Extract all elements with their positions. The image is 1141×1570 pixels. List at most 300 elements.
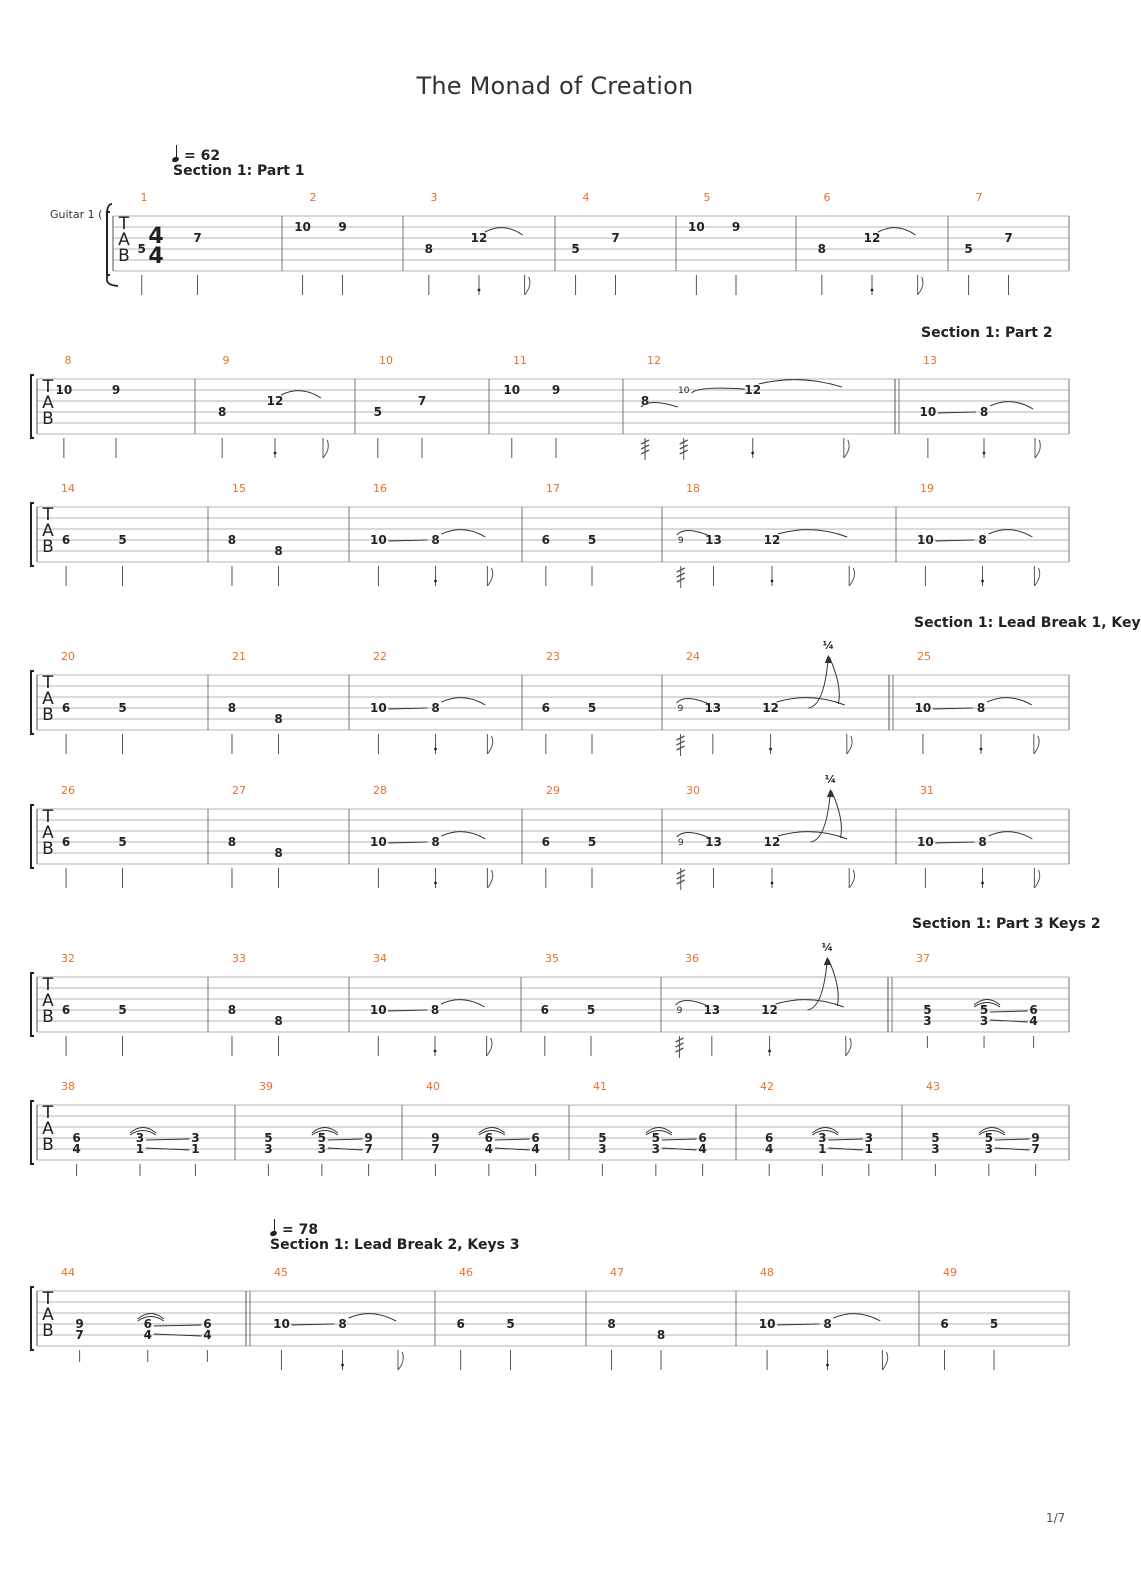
fret-number: 12 <box>762 701 779 715</box>
system-bracket <box>31 1287 34 1350</box>
tempo-label-1: = 62 <box>184 148 221 164</box>
rhythm-dot <box>341 1364 344 1367</box>
fret-number: 6 <box>456 1317 465 1331</box>
fret-number: 8 <box>431 533 440 547</box>
rhythm-dot <box>871 289 874 292</box>
fret-number: 7 <box>1004 231 1013 245</box>
fret-number: 3 <box>931 1142 940 1156</box>
fret-number: 9 <box>338 220 347 234</box>
section-label-3: Section 1: Lead Break 1, Key <box>914 615 1141 631</box>
eighth-flag <box>882 1352 887 1370</box>
fret-number: 6 <box>61 533 71 547</box>
tie-arc <box>989 832 1033 839</box>
measure-number: 17 <box>546 482 560 495</box>
fret-number: 5 <box>373 405 382 419</box>
measure-number: 49 <box>943 1266 957 1279</box>
eighth-flag <box>1035 440 1040 458</box>
measure-number: 29 <box>546 784 560 797</box>
fret-number: 8 <box>274 1014 283 1028</box>
rhythm-dot <box>434 1050 437 1053</box>
fret-number: 9 <box>364 1131 373 1145</box>
fret-number: 10 <box>370 835 387 849</box>
tie-arc <box>834 1314 881 1321</box>
fret-number: 9 <box>75 1317 84 1331</box>
measure-number: 44 <box>61 1266 75 1279</box>
fret-number: 5 <box>586 1003 596 1017</box>
section-label-5: Section 1: Lead Break 2, Keys 3 <box>270 1237 520 1253</box>
rhythm-dot <box>434 748 437 751</box>
measure-number: 47 <box>610 1266 624 1279</box>
measure-number: 33 <box>232 952 246 965</box>
fret-number: 8 <box>979 405 989 419</box>
eighth-flag <box>1034 568 1039 586</box>
tab-letter: T <box>42 1103 54 1123</box>
tie-arc <box>778 832 847 839</box>
measure-number: 46 <box>459 1266 473 1279</box>
fret-number: 10 <box>917 533 934 547</box>
tab-letter: A <box>42 393 54 413</box>
fret-number: 5 <box>264 1131 273 1145</box>
measure-number: 8 <box>64 354 72 367</box>
measure-number: 43 <box>926 1080 940 1093</box>
fret-number: 3 <box>923 1014 932 1028</box>
measure-number: 41 <box>593 1080 607 1093</box>
fret-number: 3 <box>317 1142 327 1156</box>
fret-number: 6 <box>940 1317 949 1331</box>
fret-number: 12 <box>763 533 781 547</box>
slide-line <box>995 1139 1030 1140</box>
fret-number: 5 <box>587 701 597 715</box>
fret-number: 6 <box>61 1003 71 1017</box>
fret-number: 5 <box>923 1003 932 1017</box>
measure-number: 11 <box>513 354 527 367</box>
fret-number: 8 <box>424 242 434 256</box>
grace-note: 9 <box>677 536 684 546</box>
rhythm-dot <box>478 289 481 292</box>
grace-note: 9 <box>676 1006 683 1016</box>
system-bracket <box>31 973 34 1036</box>
fret-number: 12 <box>470 231 488 245</box>
system-bracket <box>31 1101 34 1164</box>
slide-curve <box>692 388 745 393</box>
eighth-flag <box>1034 736 1039 754</box>
fret-number: 9 <box>551 383 561 397</box>
measure-number: 14 <box>61 482 75 495</box>
tab-letter: A <box>42 991 54 1011</box>
fret-number: 6 <box>540 1003 549 1017</box>
fret-number: 8 <box>274 544 283 558</box>
section-label-2: Section 1: Part 2 <box>921 325 1053 341</box>
measure-number: 30 <box>686 784 700 797</box>
fret-number: 6 <box>61 701 71 715</box>
measure-number: 39 <box>259 1080 273 1093</box>
rhythm-dot <box>274 452 277 455</box>
rhythm-dot <box>826 1364 829 1367</box>
fret-number: 12 <box>863 231 881 245</box>
fret-number: 13 <box>705 835 722 849</box>
measure-number: 32 <box>61 952 75 965</box>
fret-number: 5 <box>118 533 127 547</box>
measure-number: 10 <box>379 354 393 367</box>
fret-number: 8 <box>430 1003 440 1017</box>
measure-number: 42 <box>760 1080 774 1093</box>
eighth-flag <box>1034 870 1039 888</box>
fret-number: 10 <box>273 1317 290 1331</box>
tab-letter: B <box>42 839 54 859</box>
measure-number: 18 <box>686 482 700 495</box>
slide-line <box>495 1139 530 1140</box>
tab-letter: A <box>42 689 54 709</box>
rhythm-dot <box>981 882 984 885</box>
fret-number: 3 <box>135 1131 145 1145</box>
fret-number: 3 <box>979 1014 989 1028</box>
fret-number: 3 <box>864 1131 873 1145</box>
system-bracket <box>31 375 34 438</box>
tab-letter: B <box>42 409 54 429</box>
rhythm-dot <box>768 1050 771 1053</box>
eighth-flag <box>847 736 852 754</box>
measure-number: 28 <box>373 784 387 797</box>
fret-number: 7 <box>431 1142 440 1156</box>
fret-number: 8 <box>656 1328 666 1342</box>
slide-line <box>828 1139 862 1140</box>
fret-number: 6 <box>765 1131 774 1145</box>
system-bracket <box>31 671 34 734</box>
measure-number: 4 <box>582 191 590 204</box>
bend-amount: ¼ <box>824 773 837 786</box>
fret-number: 4 <box>484 1142 494 1156</box>
fret-number: 6 <box>541 701 550 715</box>
tab-letter: B <box>42 1135 54 1155</box>
tab-letter: B <box>42 1007 54 1027</box>
tie-arc <box>485 228 523 235</box>
fret-number: 7 <box>417 394 427 408</box>
fret-number: 4 <box>765 1142 774 1156</box>
fret-number: 5 <box>989 1317 999 1331</box>
slur-arc <box>677 531 708 536</box>
fret-number: 9 <box>731 220 741 234</box>
fret-number: 8 <box>817 242 827 256</box>
measure-number: 48 <box>760 1266 774 1279</box>
measure-number: 21 <box>232 650 246 663</box>
tie-arc <box>349 1314 397 1321</box>
slide-line <box>146 1139 189 1140</box>
measure-number: 45 <box>274 1266 288 1279</box>
measure-number: 25 <box>917 650 931 663</box>
slur-arc <box>677 833 708 838</box>
fret-number: 6 <box>61 835 71 849</box>
eighth-flag <box>846 1038 851 1056</box>
rhythm-dot <box>771 882 774 885</box>
fret-number: 4 <box>72 1142 81 1156</box>
fret-number: 4 <box>698 1142 707 1156</box>
tab-letter: B <box>118 246 130 266</box>
rhythm-dot <box>980 748 983 751</box>
tab-letter: A <box>42 1305 54 1325</box>
fret-number: 3 <box>818 1131 827 1145</box>
system-bracket <box>31 503 34 566</box>
measure-number: 16 <box>373 482 387 495</box>
rhythm-dot <box>434 882 437 885</box>
measure-number: 34 <box>373 952 387 965</box>
grace-note: 10 <box>677 386 690 396</box>
fret-number: 6 <box>203 1317 212 1331</box>
fret-number: 13 <box>703 1003 721 1017</box>
fret-number: 8 <box>338 1317 347 1331</box>
song-title: The Monad of Creation <box>416 72 694 100</box>
fret-number: 10 <box>919 405 937 419</box>
measure-number: 35 <box>545 952 559 965</box>
measure-number: 37 <box>916 952 930 965</box>
fret-number: 5 <box>137 242 146 256</box>
tab-letter: A <box>42 1119 54 1139</box>
fret-number: 8 <box>227 701 237 715</box>
measure-number: 5 <box>703 191 711 204</box>
fret-number: 6 <box>531 1131 540 1145</box>
fret-number: 5 <box>984 1131 994 1145</box>
slur-arc <box>676 699 706 704</box>
fret-number: 13 <box>704 701 722 715</box>
fret-number: 1 <box>135 1142 145 1156</box>
fret-number: 8 <box>607 1317 616 1331</box>
tab-letter: B <box>42 1321 54 1341</box>
measure-number: 24 <box>686 650 700 663</box>
eighth-flag <box>487 736 492 754</box>
tie-arc <box>759 380 842 387</box>
fret-number: 5 <box>118 1003 127 1017</box>
eighth-flag <box>849 870 854 888</box>
rhythm-dot <box>434 580 437 583</box>
measure-number: 2 <box>309 191 317 204</box>
tie-arc <box>442 530 486 537</box>
rhythm-dot <box>981 580 984 583</box>
fret-number: 10 <box>503 383 521 397</box>
fret-number: 5 <box>118 701 127 715</box>
tab-letter: B <box>42 705 54 725</box>
fret-number: 3 <box>598 1142 607 1156</box>
tab-letter: T <box>42 505 54 525</box>
fret-number: 8 <box>274 846 283 860</box>
measure-number: 19 <box>920 482 934 495</box>
eighth-flag <box>525 277 530 295</box>
system-bracket <box>31 805 34 868</box>
fret-number: 10 <box>688 220 705 234</box>
rhythm-dot <box>751 452 754 455</box>
measure-number: 12 <box>647 354 661 367</box>
measure-number: 27 <box>232 784 246 797</box>
measure-number: 9 <box>222 354 230 367</box>
tab-letter: T <box>42 1289 54 1309</box>
fret-number: 13 <box>705 533 722 547</box>
measure-number: 36 <box>685 952 699 965</box>
tie-arc <box>987 698 1032 705</box>
fret-number: 1 <box>191 1142 200 1156</box>
measure-number: 40 <box>426 1080 440 1093</box>
fret-number: 8 <box>823 1317 832 1331</box>
fret-number: 3 <box>651 1142 661 1156</box>
measure-number: 26 <box>61 784 75 797</box>
fret-number: 9 <box>431 1131 440 1145</box>
fret-number: 5 <box>964 242 973 256</box>
eighth-flag <box>844 440 849 458</box>
tie-arc <box>778 530 847 537</box>
fret-number: 8 <box>431 835 440 849</box>
measure-number: 23 <box>546 650 560 663</box>
measure-number: 22 <box>373 650 387 663</box>
bend-amount: ¼ <box>822 639 835 652</box>
fret-number: 8 <box>431 701 440 715</box>
tab-letter: T <box>118 214 130 234</box>
fret-number: 8 <box>227 533 237 547</box>
bend-amount: ¼ <box>821 941 834 954</box>
fret-number: 12 <box>266 394 284 408</box>
fret-number: 7 <box>611 231 620 245</box>
measure-number: 7 <box>975 191 983 204</box>
fret-number: 6 <box>484 1131 494 1145</box>
measure-number: 3 <box>430 191 438 204</box>
fret-number: 5 <box>506 1317 515 1331</box>
measure-number: 6 <box>823 191 831 204</box>
fret-number: 6 <box>143 1317 152 1331</box>
fret-number: 5 <box>587 533 597 547</box>
fret-number: 8 <box>976 701 986 715</box>
slide-line <box>990 1011 1028 1012</box>
fret-number: 6 <box>698 1131 707 1145</box>
tie-arc <box>281 391 321 398</box>
slur-arc <box>675 1001 705 1006</box>
fret-number: 7 <box>364 1142 373 1156</box>
fret-number: 3 <box>984 1142 994 1156</box>
tie-arc <box>990 402 1033 409</box>
fret-number: 12 <box>761 1003 778 1017</box>
tab-letter: T <box>42 673 54 693</box>
fret-number: 10 <box>369 1003 387 1017</box>
fret-number: 10 <box>917 835 934 849</box>
fret-number: 5 <box>598 1131 607 1145</box>
fret-number: 6 <box>1029 1003 1038 1017</box>
fret-number: 9 <box>111 383 121 397</box>
tempo-label-2: = 78 <box>282 1222 319 1238</box>
tie-arc <box>442 832 486 839</box>
bend-arrow <box>807 959 827 1010</box>
rhythm-dot <box>771 580 774 583</box>
tab-letter: A <box>42 521 54 541</box>
fret-number: 7 <box>75 1328 84 1342</box>
tie-arc <box>442 698 486 705</box>
fret-number: 10 <box>294 220 311 234</box>
eighth-flag <box>398 1352 403 1370</box>
fret-number: 8 <box>978 835 987 849</box>
fret-number: 6 <box>541 835 550 849</box>
page-number: 1/7 <box>1046 1511 1066 1525</box>
time-signature-bottom: 4 <box>148 244 164 269</box>
tab-letter: T <box>42 377 54 397</box>
instrument-name: Guitar 1 ( <box>50 208 103 221</box>
fret-number: 4 <box>1029 1014 1038 1028</box>
fret-number: 4 <box>143 1328 152 1342</box>
grace-note: 9 <box>677 704 684 714</box>
fret-number: 1 <box>864 1142 873 1156</box>
fret-number: 10 <box>370 701 387 715</box>
rhythm-dot <box>769 748 772 751</box>
fret-number: 4 <box>203 1328 212 1342</box>
fret-number: 5 <box>571 242 580 256</box>
fret-number: 10 <box>758 1317 776 1331</box>
fret-number: 5 <box>587 835 597 849</box>
fret-number: 5 <box>317 1131 327 1145</box>
time-signature-top: 4 <box>148 224 164 249</box>
fret-number: 10 <box>370 533 387 547</box>
tie-arc <box>777 698 845 705</box>
tie-arc <box>441 1000 485 1007</box>
eighth-flag <box>323 440 328 458</box>
measure-number: 13 <box>923 354 937 367</box>
fret-number: 5 <box>979 1003 989 1017</box>
fret-number: 4 <box>531 1142 540 1156</box>
eighth-flag <box>918 277 923 295</box>
section-label-4: Section 1: Part 3 Keys 2 <box>912 916 1101 932</box>
tab-letter: T <box>42 807 54 827</box>
fret-number: 5 <box>651 1131 661 1145</box>
fret-number: 10 <box>55 383 73 397</box>
grace-note: 9 <box>677 838 684 848</box>
fret-number: 3 <box>191 1131 200 1145</box>
fret-number: 8 <box>227 1003 237 1017</box>
tab-letter: A <box>118 230 130 250</box>
tab-letter: A <box>42 823 54 843</box>
eighth-flag <box>487 870 492 888</box>
eighth-flag <box>487 1038 492 1056</box>
tie-arc <box>776 1000 844 1007</box>
measure-number: 1 <box>140 191 148 204</box>
fret-number: 10 <box>914 701 932 715</box>
fret-number: 12 <box>744 383 762 397</box>
fret-number: 7 <box>1031 1142 1040 1156</box>
fret-number: 6 <box>541 533 550 547</box>
fret-number: 3 <box>264 1142 273 1156</box>
tab-letter: T <box>42 975 54 995</box>
slide-line <box>154 1325 202 1326</box>
fret-number: 12 <box>763 835 781 849</box>
fret-number: 7 <box>193 231 202 245</box>
rhythm-dot <box>983 452 986 455</box>
fret-number: 5 <box>931 1131 940 1145</box>
slide-line <box>328 1139 363 1140</box>
tie-arc <box>878 228 916 235</box>
fret-number: 6 <box>72 1131 81 1145</box>
measure-number: 38 <box>61 1080 75 1093</box>
fret-number: 8 <box>978 533 987 547</box>
tab-letter: B <box>42 537 54 557</box>
fret-number: 8 <box>274 712 283 726</box>
bend-arrow <box>808 657 828 708</box>
fret-number: 9 <box>1031 1131 1040 1145</box>
bend-arrow <box>810 791 830 842</box>
fret-number: 5 <box>118 835 127 849</box>
tie-arc <box>989 530 1033 537</box>
eighth-flag <box>487 568 492 586</box>
fret-number: 1 <box>818 1142 827 1156</box>
measure-number: 15 <box>232 482 246 495</box>
eighth-flag <box>849 568 854 586</box>
fret-number: 8 <box>640 394 650 408</box>
measure-number: 20 <box>61 650 75 663</box>
fret-number: 8 <box>218 405 227 419</box>
slide-line <box>662 1139 697 1140</box>
fret-number: 8 <box>227 835 237 849</box>
measure-number: 31 <box>920 784 934 797</box>
section-label-1: Section 1: Part 1 <box>173 163 305 179</box>
